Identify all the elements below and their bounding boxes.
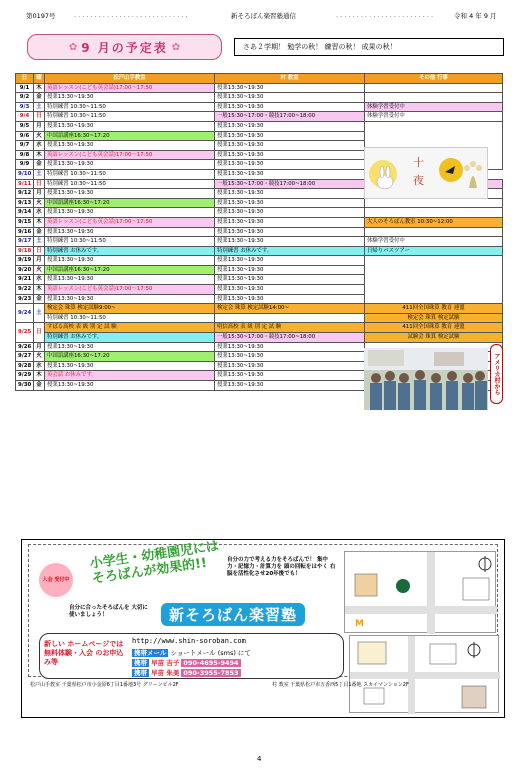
weekday-cell: 日 <box>34 246 45 256</box>
branch-schedule-cell: 授業13:30~19:30 <box>215 381 365 391</box>
branch-schedule-cell: 一般15:30~17:00・競技17:00~18:00 <box>215 333 365 343</box>
event-cell: 体験学習受付中 <box>365 102 503 112</box>
school-advertisement <box>21 539 505 718</box>
table-row <box>16 102 503 112</box>
event-cell: 411回全国珠算 教育 連盟 <box>365 323 503 333</box>
branch-schedule-cell: 授業13:30~19:30 <box>215 169 365 179</box>
date-cell: 9/26 <box>16 342 34 352</box>
weekday-cell: 水 <box>34 141 45 151</box>
date-cell: 9/25 <box>16 323 34 342</box>
branch-schedule-cell: 授業13:30~19:30 <box>215 361 365 371</box>
date-cell: 9/2 <box>16 93 34 103</box>
school-name: 新そろばん楽習塾 <box>161 603 305 626</box>
table-row <box>16 237 503 247</box>
table-header-cell: 曜 <box>34 74 45 84</box>
weekday-cell: 木 <box>34 83 45 93</box>
matsudo-schedule-cell: 英語レッスン(こども英会話)17:00～17:50 <box>45 150 215 160</box>
date-cell: 9/9 <box>16 160 34 170</box>
matsudo-schedule-cell: 特別練習 10:30~11:50 <box>45 169 215 179</box>
branch-schedule-cell: 一般15:30~17:00・競技17:00~18:00 <box>215 179 365 189</box>
weekday-cell: 木 <box>34 217 45 227</box>
schedule-table <box>15 73 503 391</box>
date-cell: 9/10 <box>16 169 34 179</box>
branch-schedule-cell: 授業13:30~19:30 <box>215 352 365 362</box>
kids-headline: 小学生・幼稚園児には そろばんが効果的!! <box>89 538 220 587</box>
weekday-cell: 月 <box>34 342 45 352</box>
matsudo-schedule-cell: 検定会 珠算 検定試験9:00~ <box>45 304 215 314</box>
schedule-title: 9 月の予定表 <box>81 40 168 55</box>
date-cell: 9/27 <box>16 352 34 362</box>
matsudo-schedule-cell: 特別練習 10:30~11:50 <box>45 313 215 323</box>
matsudo-schedule-cell: 特別練習 10:30~11:50 <box>45 237 215 247</box>
date-cell: 9/13 <box>16 198 34 208</box>
weekday-cell: 水 <box>34 361 45 371</box>
date-cell: 9/3 <box>16 102 34 112</box>
date-cell: 9/6 <box>16 131 34 141</box>
table-row <box>16 217 503 227</box>
weekday-cell: 土 <box>34 237 45 247</box>
weekday-cell: 火 <box>34 131 45 141</box>
date-cell: 9/21 <box>16 275 34 285</box>
weekday-cell: 土 <box>34 169 45 179</box>
sub-text: 自分に合ったそろばんを 大切に使いましょう！ <box>69 605 148 618</box>
table-row <box>16 304 503 314</box>
branch-schedule-cell: 特別練習 お休みです。 <box>215 246 365 256</box>
matsudo-schedule-cell: 英語レッスン(こども英会話)17:00～17:50 <box>45 217 215 227</box>
mail-label: 携帯メール <box>134 649 167 657</box>
date-cell: 9/8 <box>16 150 34 160</box>
matsudo-schedule-cell: すばる高校 表 級 別 定 試 験 <box>45 323 215 333</box>
date-cell: 9/20 <box>16 265 34 275</box>
newsletter-name: 新そろばん楽習塾通信 <box>231 12 296 20</box>
homepage-notice: 新しい ホームページでは 無料体験・入会 のお申込み等 <box>44 640 124 666</box>
date-cell: 9/22 <box>16 285 34 295</box>
table-row <box>16 208 503 218</box>
branch-schedule-cell: 授業13:30~19:30 <box>215 237 365 247</box>
weekday-cell: 木 <box>34 371 45 381</box>
phone-label-2: 携帯 <box>134 669 147 677</box>
weekday-cell: 火 <box>34 352 45 362</box>
svg-text:十: 十 <box>413 156 424 169</box>
page-number: 4 <box>257 755 262 763</box>
matsudo-schedule-cell: 特別練習 10:30~11:50 <box>45 112 215 122</box>
weekday-cell: 火 <box>34 265 45 275</box>
matsudo-schedule-cell: 中国語講座16:30~17:20 <box>45 352 215 362</box>
mail-line <box>132 648 251 657</box>
matsudo-schedule-cell: 特別練習 お休みです。 <box>45 246 215 256</box>
date-cell: 9/12 <box>16 189 34 199</box>
matsudo-schedule-cell: 授業13:30~19:30 <box>45 141 215 151</box>
matsudo-schedule-cell: 特別練習 10:30~11:50 <box>45 102 215 112</box>
table-row <box>16 121 503 131</box>
date-cell: 9/18 <box>16 246 34 256</box>
enrollment-burst: 入会 受付中 <box>39 563 73 597</box>
issue-date: 令和 4 年 9 月 <box>454 12 497 20</box>
branch-schedule-cell: 授業13:30~19:30 <box>215 83 365 93</box>
matsudo-schedule-cell: 中国語講座16:30~17:20 <box>45 198 215 208</box>
branch-schedule-cell: 一般15:30~17:00・競技17:00~18:00 <box>215 112 365 122</box>
table-row <box>16 333 503 343</box>
branch-schedule-cell: 授業13:30~19:30 <box>215 227 365 237</box>
phone-name-1: 早苗 吉子 <box>151 659 180 667</box>
date-cell: 9/29 <box>16 371 34 381</box>
event-cell <box>365 208 503 218</box>
weekday-cell: 土 <box>34 304 45 323</box>
branch-schedule-cell: 検定会 珠算 検定試験14:00~ <box>215 304 365 314</box>
table-row <box>16 83 503 93</box>
event-cell: 日帰りバスツアー <box>365 246 503 256</box>
branch-schedule-cell: 授業13:30~19:30 <box>215 256 365 266</box>
date-cell: 9/15 <box>16 217 34 227</box>
table-row <box>16 313 503 323</box>
branch-schedule-cell: 授業13:30~19:30 <box>215 285 365 295</box>
weekday-cell: 月 <box>34 121 45 131</box>
phone-line-1 <box>132 658 241 667</box>
table-row <box>16 323 503 333</box>
weekday-cell: 水 <box>34 275 45 285</box>
matsudo-schedule-cell: 授業13:30~19:30 <box>45 121 215 131</box>
event-cell <box>365 83 503 93</box>
event-photo-cell <box>365 256 503 304</box>
branch-schedule-cell: 授業13:30~19:30 <box>215 93 365 103</box>
event-cell: 体験学習受付中 <box>365 112 503 122</box>
date-cell: 9/28 <box>16 361 34 371</box>
matsudo-schedule-cell: 授業13:30~19:30 <box>45 342 215 352</box>
table-row <box>16 93 503 103</box>
event-cell: 体験学習受付中 <box>365 237 503 247</box>
map-branch <box>349 635 499 713</box>
class-group-photo <box>364 348 488 410</box>
table-row <box>16 246 503 256</box>
weekday-cell: 金 <box>34 227 45 237</box>
branch-schedule-cell: 授業13:30~19:30 <box>215 131 365 141</box>
phone-name-2: 早苗 朱美 <box>151 669 180 677</box>
branch-schedule-cell: 授業13:30~19:30 <box>215 198 365 208</box>
branch-schedule-cell: 授業13:30~19:30 <box>215 208 365 218</box>
date-cell: 9/19 <box>16 256 34 266</box>
date-cell: 9/5 <box>16 121 34 131</box>
moon-viewing-illustration <box>364 147 488 199</box>
weekday-cell: 木 <box>34 285 45 295</box>
event-cell: 検定会 珠算 検定試験 <box>365 313 503 323</box>
weekday-cell: 金 <box>34 294 45 304</box>
table-header-cell: 村 教室 <box>215 74 365 84</box>
phone-number-1[interactable]: 090-4695-9494 <box>183 659 239 667</box>
matsudo-schedule-cell: 英語レッスン(こども英会話)17:00～17:50 <box>45 285 215 295</box>
issue-number: 第0197号 <box>26 12 56 20</box>
phone-number-2[interactable]: 090-3955-7853 <box>183 669 239 677</box>
date-cell: 9/17 <box>16 237 34 247</box>
branch-schedule-cell: 授業13:30~19:30 <box>215 141 365 151</box>
matsudo-schedule-cell: 授業13:30~19:30 <box>45 93 215 103</box>
benefit-text: 自分の力で考える力をそろばんで！ 集中力・記憶力・計算力を 頭の回転をはやく 右脳を活性化させ20年後でも！ <box>227 557 336 577</box>
date-cell: 9/7 <box>16 141 34 151</box>
table-header-cell: 松戸山手教室 <box>45 74 215 84</box>
weekday-cell: 日 <box>34 112 45 122</box>
branch-schedule-cell: 授業13:30~19:30 <box>215 150 365 160</box>
table-header-row <box>16 74 503 84</box>
event-cell: 大人のそろばん教室 10:30~12:00 <box>365 217 503 227</box>
matsudo-schedule-cell: 中国語講座16:30~17:20 <box>45 131 215 141</box>
america-village-tag: アメリカ村から <box>490 344 503 404</box>
branch-schedule-cell: 授業13:30~19:30 <box>215 342 365 352</box>
table-header-cell: その他 行事 <box>365 74 503 84</box>
flower-icon: ✿ <box>68 41 78 53</box>
mail-text: ショートメール (sms) にて <box>170 649 251 657</box>
address-matsudo: 松戸山手教室 千葉県松戸市小金原6丁目1番地3号 グリーンビル2F <box>30 682 179 688</box>
branch-schedule-cell: 明信高校 表 級 別 定 試 験 <box>215 323 365 333</box>
date-cell: 9/16 <box>16 227 34 237</box>
event-cell: 試験会 珠算 検定試験 <box>365 333 503 343</box>
schedule-title-box <box>27 34 222 60</box>
table-row <box>16 227 503 237</box>
svg-text:夜: 夜 <box>413 174 424 187</box>
date-cell: 9/4 <box>16 112 34 122</box>
branch-schedule-cell: 授業13:30~19:30 <box>215 121 365 131</box>
matsudo-schedule-cell: 英語レッスン(こども英会話)17:00～17:50 <box>45 83 215 93</box>
branch-schedule-cell: 授業13:30~19:30 <box>215 189 365 199</box>
table-row <box>16 112 503 122</box>
svg-text:M: M <box>355 619 364 629</box>
branch-schedule-cell: 授業13:30~19:30 <box>215 275 365 285</box>
date-cell: 9/11 <box>16 179 34 189</box>
flower-icon: ✿ <box>171 41 181 53</box>
branch-schedule-cell: 授業13:30~19:30 <box>215 217 365 227</box>
newsletter-header: 第0197号 . . . . . . . . . . . . . . . . . . . . . . . . . . . . 新そろばん楽習塾通信 . . . . . . . . . . . . . . . . . . . . . . . . 令和 4 年 9 月 <box>26 11 497 20</box>
date-cell: 9/24 <box>16 304 34 323</box>
matsudo-schedule-cell: 授業13:30~19:30 <box>45 227 215 237</box>
weekday-cell: 日 <box>34 179 45 189</box>
weekday-cell: 火 <box>34 198 45 208</box>
matsudo-schedule-cell: 授業13:30~19:30 <box>45 256 215 266</box>
matsudo-schedule-cell: 授業13:30~19:30 <box>45 208 215 218</box>
weekday-cell: 日 <box>34 323 45 342</box>
matsudo-schedule-cell: 中国語講座16:30~17:20 <box>45 265 215 275</box>
matsudo-schedule-cell: 授業13:30~19:30 <box>45 381 215 391</box>
matsudo-schedule-cell: 特別練習 お休みです。 <box>45 333 215 343</box>
address-branch: 村 教室 千葉県松戸市五香西5丁目1番地 スカイマンション2F <box>272 682 409 688</box>
branch-schedule-cell: 授業13:30~19:30 <box>215 160 365 170</box>
weekday-cell: 金 <box>34 93 45 103</box>
matsudo-schedule-cell: 授業13:30~19:30 <box>45 361 215 371</box>
matsudo-schedule-cell: 授業13:30~19:30 <box>45 160 215 170</box>
branch-schedule-cell: 授業13:30~19:30 <box>215 265 365 275</box>
branch-schedule-cell: 授業13:30~19:30 <box>215 102 365 112</box>
branch-schedule-cell: 授業13:30~19:30 <box>215 294 365 304</box>
weekday-cell: 木 <box>34 150 45 160</box>
date-cell: 9/23 <box>16 294 34 304</box>
map-matsudo <box>344 551 496 633</box>
slogan: さあ２学期！ 勉学の秋！ 練習の秋！ 成果の秋！ <box>234 38 504 56</box>
matsudo-schedule-cell: 英会話 お休みです。 <box>45 371 215 381</box>
weekday-cell: 月 <box>34 256 45 266</box>
branch-schedule-cell: 授業13:30~19:30 <box>215 371 365 381</box>
date-cell: 9/1 <box>16 83 34 93</box>
branch-schedule-cell <box>215 313 365 323</box>
date-cell: 9/14 <box>16 208 34 218</box>
matsudo-schedule-cell: 特別練習 10:30~11:50 <box>45 179 215 189</box>
event-cell <box>365 93 503 103</box>
matsudo-schedule-cell: 授業13:30~19:30 <box>45 275 215 285</box>
phone-line-2 <box>132 668 241 677</box>
event-cell: 411回全国珠算 教育 連盟 <box>365 304 503 314</box>
phone-label-1: 携帯 <box>134 659 147 667</box>
table-header-cell: 日 <box>16 74 34 84</box>
event-cell <box>365 227 503 237</box>
contact-box <box>39 633 344 679</box>
weekday-cell: 水 <box>34 208 45 218</box>
weekday-cell: 金 <box>34 160 45 170</box>
date-cell: 9/30 <box>16 381 34 391</box>
table-row <box>16 256 503 266</box>
ad-inner-frame <box>28 538 498 677</box>
matsudo-schedule-cell: 授業13:30~19:30 <box>45 189 215 199</box>
matsudo-schedule-cell: 授業13:30~19:30 <box>45 294 215 304</box>
website-url[interactable]: http://www.shin-soroban.com <box>132 637 246 645</box>
weekday-cell: 金 <box>34 381 45 391</box>
weekday-cell: 月 <box>34 189 45 199</box>
weekday-cell: 土 <box>34 102 45 112</box>
